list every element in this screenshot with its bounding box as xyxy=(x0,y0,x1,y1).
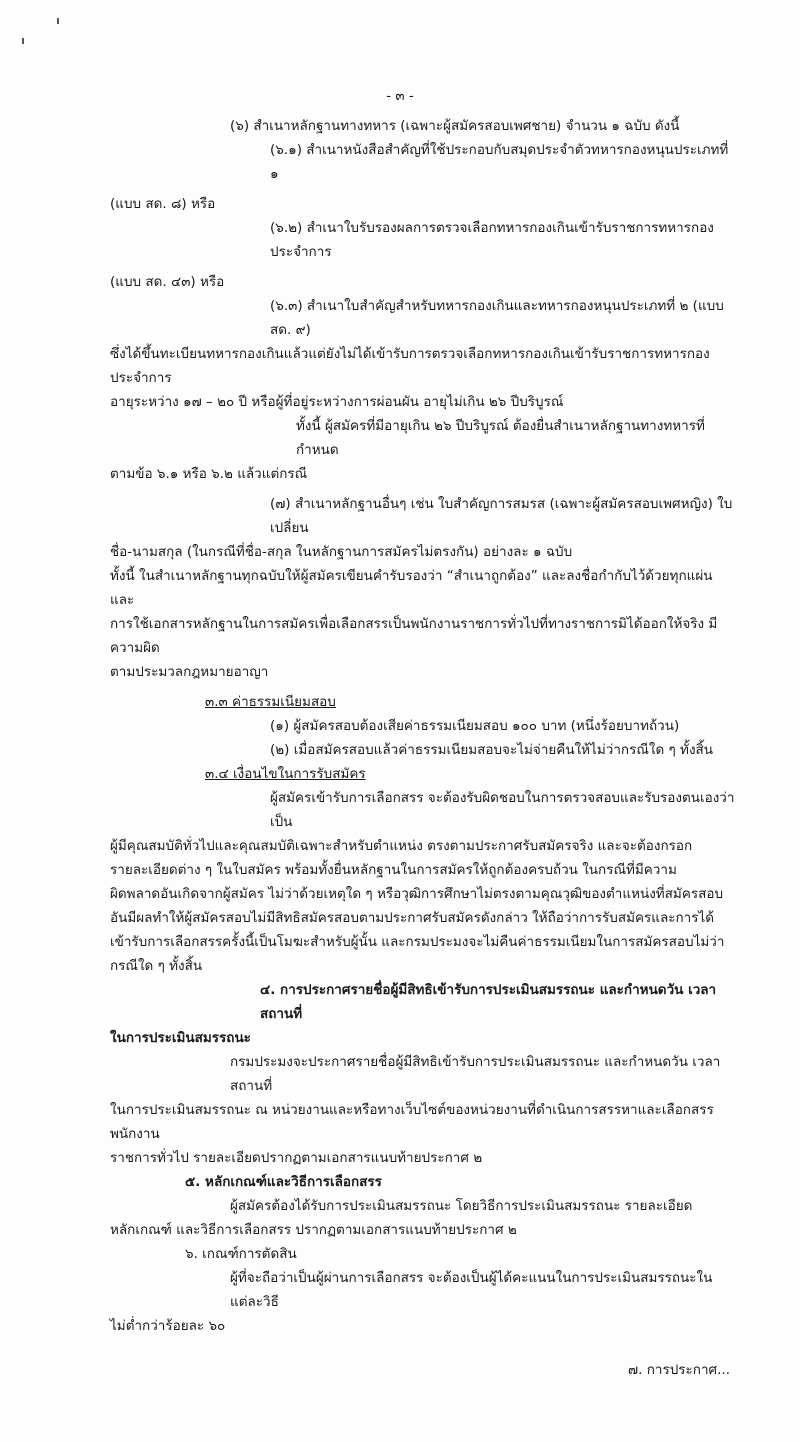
text-line: ผู้มีคุณสมบัติทั่วไปและคุณสมบัติเฉพาะสำหรับตำแหน่ง ตรงตามประกาศรับสมัครจริง และจะต้องกรอก xyxy=(110,838,693,854)
section-4-heading: ๔. การประกาศรายชื่อผู้มีสิทธิเข้ารับการประเมินสมรรถนะ และกำหนดวัน เวลา สถานที่ xyxy=(260,982,717,1022)
text-line: ผู้สมัครเข้ารับการเลือกสรร จะต้องรับผิดชอบในการตรวจสอบและรับรองตนเองว่าเป็น xyxy=(270,790,735,830)
section-3-4-heading xyxy=(110,762,740,786)
text-line: ผิดพลาดอันเกิดจากผู้สมัคร ไม่ว่าด้วยเหตุใด ๆ หรือวุฒิการศึกษาไม่ตรงตามคุณวุฒิของตำแหน่งที่สมัครสอบ xyxy=(110,886,724,902)
text-line: อันมีผลทำให้ผู้สมัครสอบไม่มีสิทธิสมัครสอบตามประกาศรับสมัครดังกล่าว ให้ถือว่าการรับสมัครและการได้ xyxy=(110,910,715,926)
text-line: (แบบ สด. ๔๓) หรือ xyxy=(110,274,225,290)
text-line: การใช้เอกสารหลักฐานในการสมัครเพื่อเลือกสรรเป็นพนักงานราชการทั่วไปที่ทางราชการมิได้ออกให้จริง มีความผิด xyxy=(110,616,718,656)
page-number: - ๓ - xyxy=(386,88,414,104)
item-7: (๗) สำเนาหลักฐานอื่นๆ เช่น ใบสำคัญการสมรส (เฉพาะผู้สมัครสอบเพศหญิง) ใบเปลี่ยน xyxy=(270,496,733,536)
text-line: ตามข้อ ๖.๑ หรือ ๖.๒ แล้วแต่กรณี xyxy=(110,466,308,482)
text-line: ทั้งนี้ ผู้สมัครที่มีอายุเกิน ๒๖ ปีบริบูรณ์ ต้องยื่นสำเนาหลักฐานทางทหารที่กำหนด xyxy=(296,418,705,458)
section-5-heading: ๕. หลักเกณฑ์และวิธีการเลือกสรร xyxy=(185,1174,382,1190)
text-line: ซึ่งได้ขึ้นทะเบียนทหารกองเกินแล้วแต่ยังไม่ได้เข้ารับการตรวจเลือกทหารกองเกินเข้ารับราชการทหารกองประจำการ xyxy=(110,346,710,386)
section-4-heading-cont: ในการประเมินสมรรถนะ xyxy=(110,1030,251,1046)
section-3-3-heading-text: ๓.๓ ค่าธรรมเนียมสอบ xyxy=(205,694,336,710)
text-line: ในการประเมินสมรรถนะ ณ หน่วยงานและหรือทางเว็บไซต์ของหน่วยงานที่ดำเนินการสรรหาและเลือกสรรพนักงาน xyxy=(110,1102,714,1142)
text-line: ชื่อ-นามสกุล (ในกรณีที่ชื่อ-สกุล ในหลักฐานการสมัครไม่ตรงกัน) อย่างละ ๑ ฉบับ xyxy=(110,544,573,560)
text-line: อายุระหว่าง ๑๗ – ๒๐ ปี หรือผู้ที่อยู่ระหว่างการผ่อนผัน อายุไม่เกิน ๒๖ ปีบริบูรณ์ xyxy=(110,394,564,410)
item-2: (๒) เมื่อสมัครสอบแล้วค่าธรรมเนียมสอบจะไม่จ่ายคืนให้ไม่ว่ากรณีใด ๆ ทั้งสิ้น xyxy=(270,742,714,758)
text-line: ทั้งนี้ ในสำเนาหลักฐานทุกฉบับให้ผู้สมัครเขียนคำรับรองว่า “สำเนาถูกต้อง” และลงชื่อกำกับไว้ด้วยทุกแผ่น และ xyxy=(110,568,713,608)
text-line: รายละเอียดต่าง ๆ ในใบสมัคร พร้อมทั้งยื่นหลักฐานในการสมัครให้ถูกต้องครบถ้วน ในกรณีที่มีความ xyxy=(110,862,677,878)
text-line: ผู้ที่จะถือว่าเป็นผู้ผ่านการเลือกสรร จะต้องเป็นผู้ได้คะแนนในการประเมินสมรรถนะในแต่ละวิธี xyxy=(230,1270,713,1310)
item-6-3: (๖.๓) สำเนาใบสำคัญสำหรับทหารกองเกินและทหารกองหนุนประเภทที่ ๒ (แบบ สด. ๙) xyxy=(270,298,724,338)
section-3-4-heading-text: ๓.๔ เงื่อนไขในการรับสมัคร xyxy=(205,766,366,782)
text-line: ราชการทั่วไป รายละเอียดปรากฏตามเอกสารแนบท้ายประกาศ ๒ xyxy=(110,1150,483,1166)
item-6-1: (๖.๑) สำเนาหนังสือสำคัญที่ใช้ประกอบกับสมุดประจำตัวทหารกองหนุนประเภทที่ ๑ xyxy=(270,142,729,182)
text-line: หลักเกณฑ์ และวิธีการเลือกสรร ปรากฏตามเอกสารแนบท้ายประกาศ ๒ xyxy=(110,1222,517,1238)
text-line: กรณีใด ๆ ทั้งสิ้น xyxy=(110,958,203,974)
continuation-note: ๗. การประกาศ... xyxy=(627,1362,730,1378)
text-line: (แบบ สด. ๘) หรือ xyxy=(110,196,216,212)
item-6: (๖) สำเนาหลักฐานทางทหาร (เฉพาะผู้สมัครสอบเพศชาย) จำนวน ๑ ฉบับ ดังนี้ xyxy=(230,118,680,134)
item-1: (๑) ผู้สมัครสอบต้องเสียค่าธรรมเนียมสอบ ๑๐๐ บาท (หนึ่งร้อยบาทถ้วน) xyxy=(270,718,680,734)
item-6-2: (๖.๒) สำเนาใบรับรองผลการตรวจเลือกทหารกองเกินเข้ารับราชการทหารกองประจำการ xyxy=(270,220,714,260)
text-line: ไม่ต่ำกว่าร้อยละ ๖๐ xyxy=(110,1318,226,1334)
text-line: ผู้สมัครต้องได้รับการประเมินสมรรถนะ โดยวิธีการประเมินสมรรถนะ รายละเอียด xyxy=(230,1198,693,1214)
text-line: เข้ารับการเลือกสรรครั้งนี้เป็นโมฆะสำหรับผู้นั้น และกรมประมงจะไม่คืนค่าธรรมเนียมในการสมัครสอบไม่ว่า xyxy=(110,934,725,950)
section-3-3-heading xyxy=(110,690,740,714)
section-6-heading: ๖. เกณฑ์การตัดสิน xyxy=(185,1246,297,1262)
text-line: กรมประมงจะประกาศรายชื่อผู้มีสิทธิเข้ารับการประเมินสมรรถนะ และกำหนดวัน เวลา สถานที่ xyxy=(230,1054,721,1094)
text-line: ตามประมวลกฎหมายอาญา xyxy=(110,664,269,680)
